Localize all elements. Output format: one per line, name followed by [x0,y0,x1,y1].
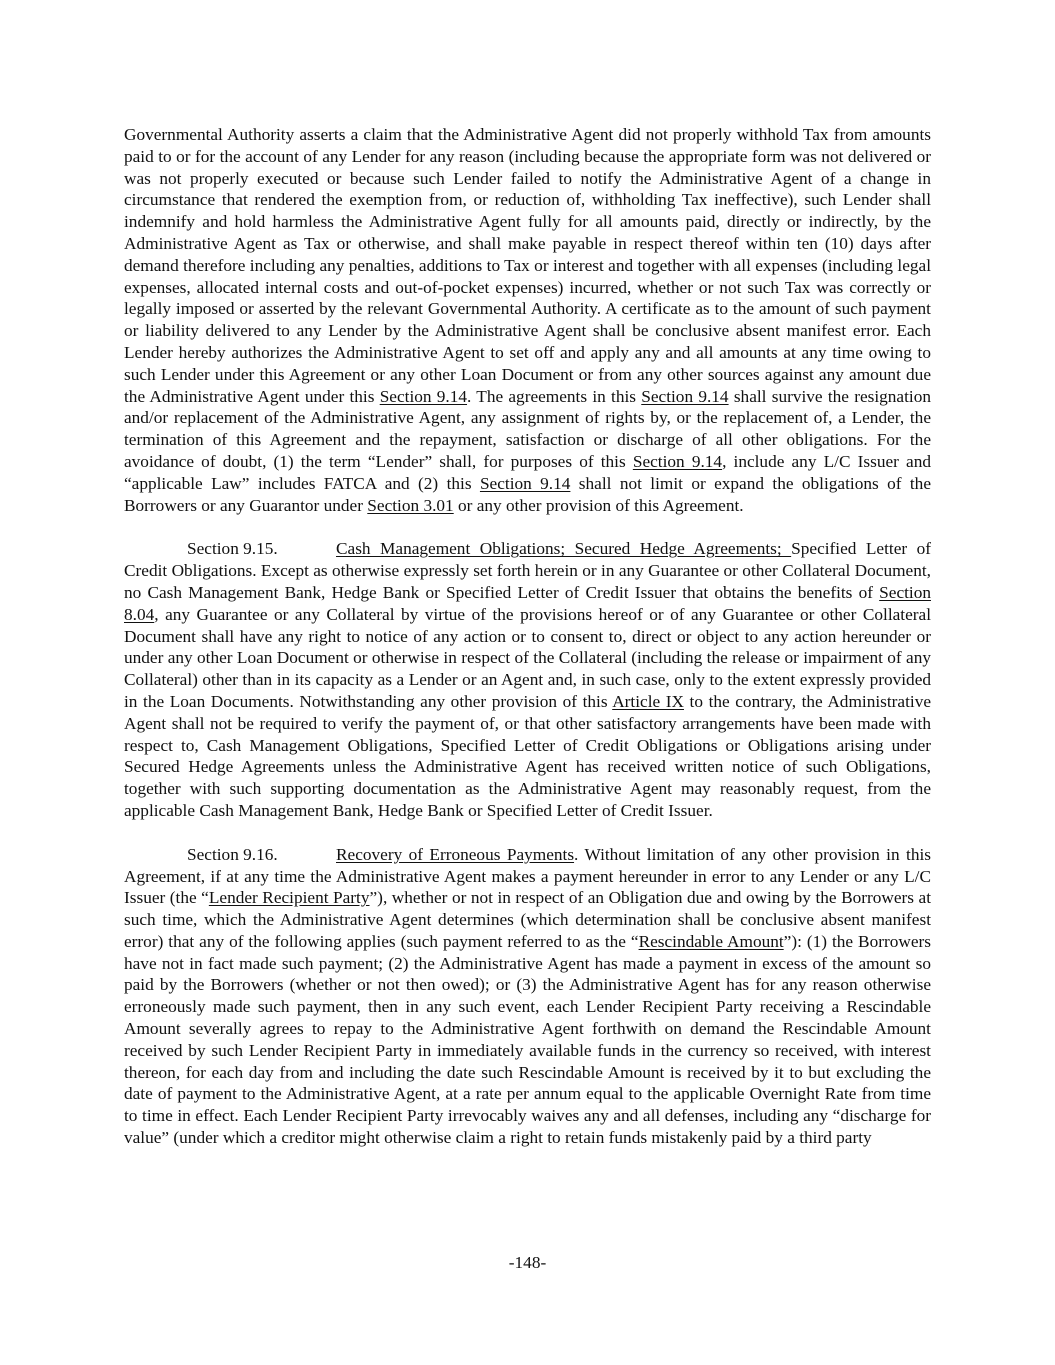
paragraph-text: , any Guarantee or any Collateral by virtue of the provisions hereof or of any Guarantee or other Collateral Document shall have any right to notice of any action or to consent to, direct or object to any action hereunder or under any other Loan Document or otherwise in respect of the Collateral (including the release or impairment of any Collateral) other than in its capacity as a Lender or an Agent and, in such case, only to the extent expressly provided in the Loan Documents. Notwithstanding any other provision of this [124,604,931,711]
paragraph-text: . The agreements in this [467,386,642,406]
section-heading: Recovery of Erroneous Payments [336,844,575,864]
defined-term: Lender Recipient Party [208,888,370,908]
paragraph-text: or any other provision of this Agreement. [453,495,744,515]
paragraph-text: . Except as otherwise expressly set forth herein or in any Guarantee or other Collateral Document, no Cash Management Bank, Hedge Bank or Specified Letter of Credit Issuer that obtains the benefits of [124,561,931,602]
section-reference: Section 9.14 [379,386,468,406]
page-number: -148- [508,1253,547,1272]
section-9-16-paragraph [124,844,931,1149]
section-reference: Section 9.14 [641,386,729,406]
paragraph-text: , include any L/C Issuer and “applicable Law” includes FATCA and (2) this [124,451,931,493]
article-reference: Article IX [612,691,684,711]
section-number: Section 9.15. [187,539,278,559]
section-reference: Section 9.14 [479,473,571,493]
section-heading: Cash Management Obligations; Secured Hedge Agreements; [336,539,792,559]
paragraph-text: ”): (1) the Borrowers have not in fact made such payment; (2) the Administrative Agent has made a payment in excess of the amount so paid by the Borrowers (whether or not then owed); or (3) the Administrative Agent has for any reason otherwise erroneously made such payment, then in any such event, each Lender Recipient Party receiving a Rescindable Amount severally agrees to repay to the Administrative Agent forthwith on demand the Rescindable Amount received by such Lender Recipient Party in immediately available funds in the currency so received, with interest thereon, for each day from and including the date such Rescindable Amount is received by it to but excluding the date of payment to the Administrative Agent, at a rate per annum equal to the applicable Overnight Rate from time to time in effect. Each Lender Recipient Party irrevocably waives any and all defenses, including any “discharge for value” (under which a creditor might otherwise claim a right to retain funds mistakenly paid by a third party [124,931,931,1148]
paragraph-text: shall not limit or expand the obligations of the Borrowers or any Guarantor under [124,473,931,515]
paragraph-text: to the contrary, the Administrative Agent shall not be required to verify the payment of, or that other satisfactory arrangements have been made with respect to, Cash Management Obligations, Specified Letter of Credit Obligations or Obligations arising under Secured Hedge Agreements unless the Administrative Agent has received written notice of such Obligations, together with such supporting documentation as the Administrative Agent may reasonably request, from the applicable Cash Management Bank, Hedge Bank or Specified Letter of Credit Issuer. [124,691,931,820]
defined-term: Rescindable Amount [638,931,784,951]
paragraph-text: . Without limitation of any other provision in this Agreement, if at any time the Administrative Agent makes a payment hereunder in error to any Lender or any L/C Issuer (the “ [124,844,931,908]
section-reference: Section 3.01 [367,495,454,515]
section-number: Section 9.16. [187,844,278,864]
section-9-15-paragraph [124,538,931,821]
section-heading-continued: Specified Letter of Credit Obligations [124,539,931,581]
paragraph-text: shall survive the resignation and/or replacement of the Administrative Agent, any assignment of rights by, or the replacement of, a Lender, the termination of this Agreement and the repayment, satisfaction or discharge of all other obligations. For the avoidance of doubt, (1) the term “Lender” shall, for purposes of this [124,386,931,471]
paragraph-text: Governmental Authority asserts a claim that the Administrative Agent did not properly withhold Tax from amounts paid to or for the account of any Lender for any reason (including because the appropriate form was not delivered or was not properly executed or because such Lender failed to notify the Administrative Agent of a change in circumstance that rendered the exemption from, or reduction of, withholding Tax ineffective), such Lender shall indemnify and hold harmless the Administrative Agent fully for all amounts paid, directly or indirectly, by the Administrative Agent as Tax or otherwise, and shall make payable in respect thereof within ten (10) days after demand therefore including any penalties, additions to Tax or interest and together with all expenses (including legal expenses, allocated internal costs and out-of-pocket expenses) incurred, whether or not such Tax was correctly or legally imposed or asserted by the relevant Governmental Authority. A certificate as to the amount of such payment or liability delivered to any Lender by the Administrative Agent shall be conclusive absent manifest error. Each Lender hereby authorizes the Administrative Agent to set off and apply any and all amounts at any time owing to such Lender under this Agreement or any other Loan Document or from any other sources against any amount due the Administrative Agent under this [124,125,931,406]
paragraph-text: ”), whether or not in respect of an Obligation due and owing by the Borrowers at such time, which the Administrative Agent determines (which determination shall be conclusive absent manifest error) that any of the following applies (such payment referred to as the “ [124,888,932,951]
document-page [124,124,931,1149]
section-reference: Section 8.04 [124,582,931,624]
paragraph-continuation [124,124,931,516]
section-reference: Section 9.14 [632,451,723,471]
